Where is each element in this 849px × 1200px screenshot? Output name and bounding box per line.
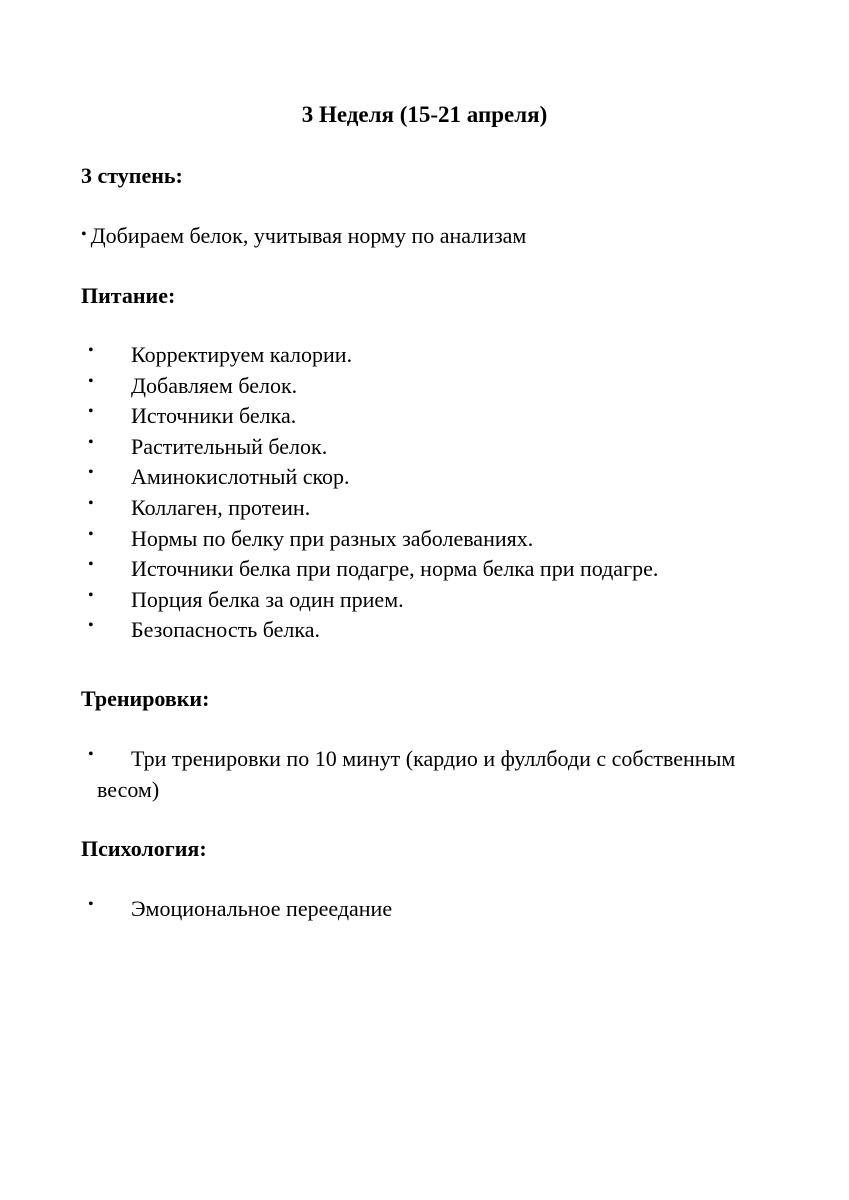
nutrition-heading: Питание:	[81, 283, 176, 308]
list-item	[81, 585, 658, 616]
list-item-text: Корректируем калории.	[131, 342, 353, 367]
list-item-text: Порция белка за один прием.	[131, 586, 404, 612]
bullet-icon: •	[88, 556, 94, 574]
bullet-icon: •	[88, 464, 94, 482]
list-item-text: Безопасность белка.	[131, 617, 321, 643]
bullet-icon: •	[88, 896, 94, 913]
bullet-icon: •	[88, 746, 94, 763]
bullet-icon: •	[88, 525, 94, 543]
page-title: 3 Неделя (15-21 апреля)	[301, 102, 548, 127]
list-item-text: Три тренировки по 10 минут (кардио и фуллбоди с собственным весом)	[97, 746, 736, 802]
list-item	[81, 401, 658, 432]
list-item	[81, 493, 658, 524]
training-list	[81, 743, 741, 805]
bullet-icon: •	[88, 372, 94, 390]
list-item	[81, 893, 392, 924]
bullet-icon: •	[88, 494, 94, 512]
list-item-text: Источники белка при подагре, норма белка при подагре.	[131, 556, 659, 582]
bullet-icon: •	[88, 342, 94, 359]
list-item-text: Добавляем белок.	[131, 372, 298, 398]
list-item-text: Источники белка.	[131, 403, 297, 429]
list-item	[81, 524, 658, 555]
list-item	[81, 462, 658, 493]
list-item	[81, 340, 658, 371]
list-item	[81, 371, 658, 402]
list-item-text: Коллаген, протеин.	[131, 494, 311, 520]
list-item-text: Эмоциональное переедание	[131, 896, 393, 921]
bullet-icon: •	[88, 433, 94, 451]
bullet-icon: •	[81, 226, 87, 243]
step-heading: 3 ступень:	[81, 163, 183, 188]
bullet-icon: •	[88, 403, 94, 421]
list-item	[81, 743, 741, 805]
list-item-text: Аминокислотный скор.	[131, 464, 350, 490]
bullet-icon: •	[88, 617, 94, 635]
step-item-text: Добираем белок, учитывая норму по анализам	[90, 223, 527, 248]
psychology-heading: Психология:	[81, 836, 207, 861]
list-item-text: Растительный белок.	[131, 433, 328, 459]
list-item-text: Нормы по белку при разных заболеваниях.	[131, 525, 534, 551]
step-item	[81, 221, 526, 254]
nutrition-list	[81, 340, 658, 646]
list-item	[81, 554, 658, 585]
list-item	[81, 432, 658, 463]
bullet-icon: •	[88, 586, 94, 604]
list-item	[81, 615, 658, 646]
training-heading: Тренировки:	[81, 686, 210, 711]
psychology-list	[81, 893, 392, 924]
